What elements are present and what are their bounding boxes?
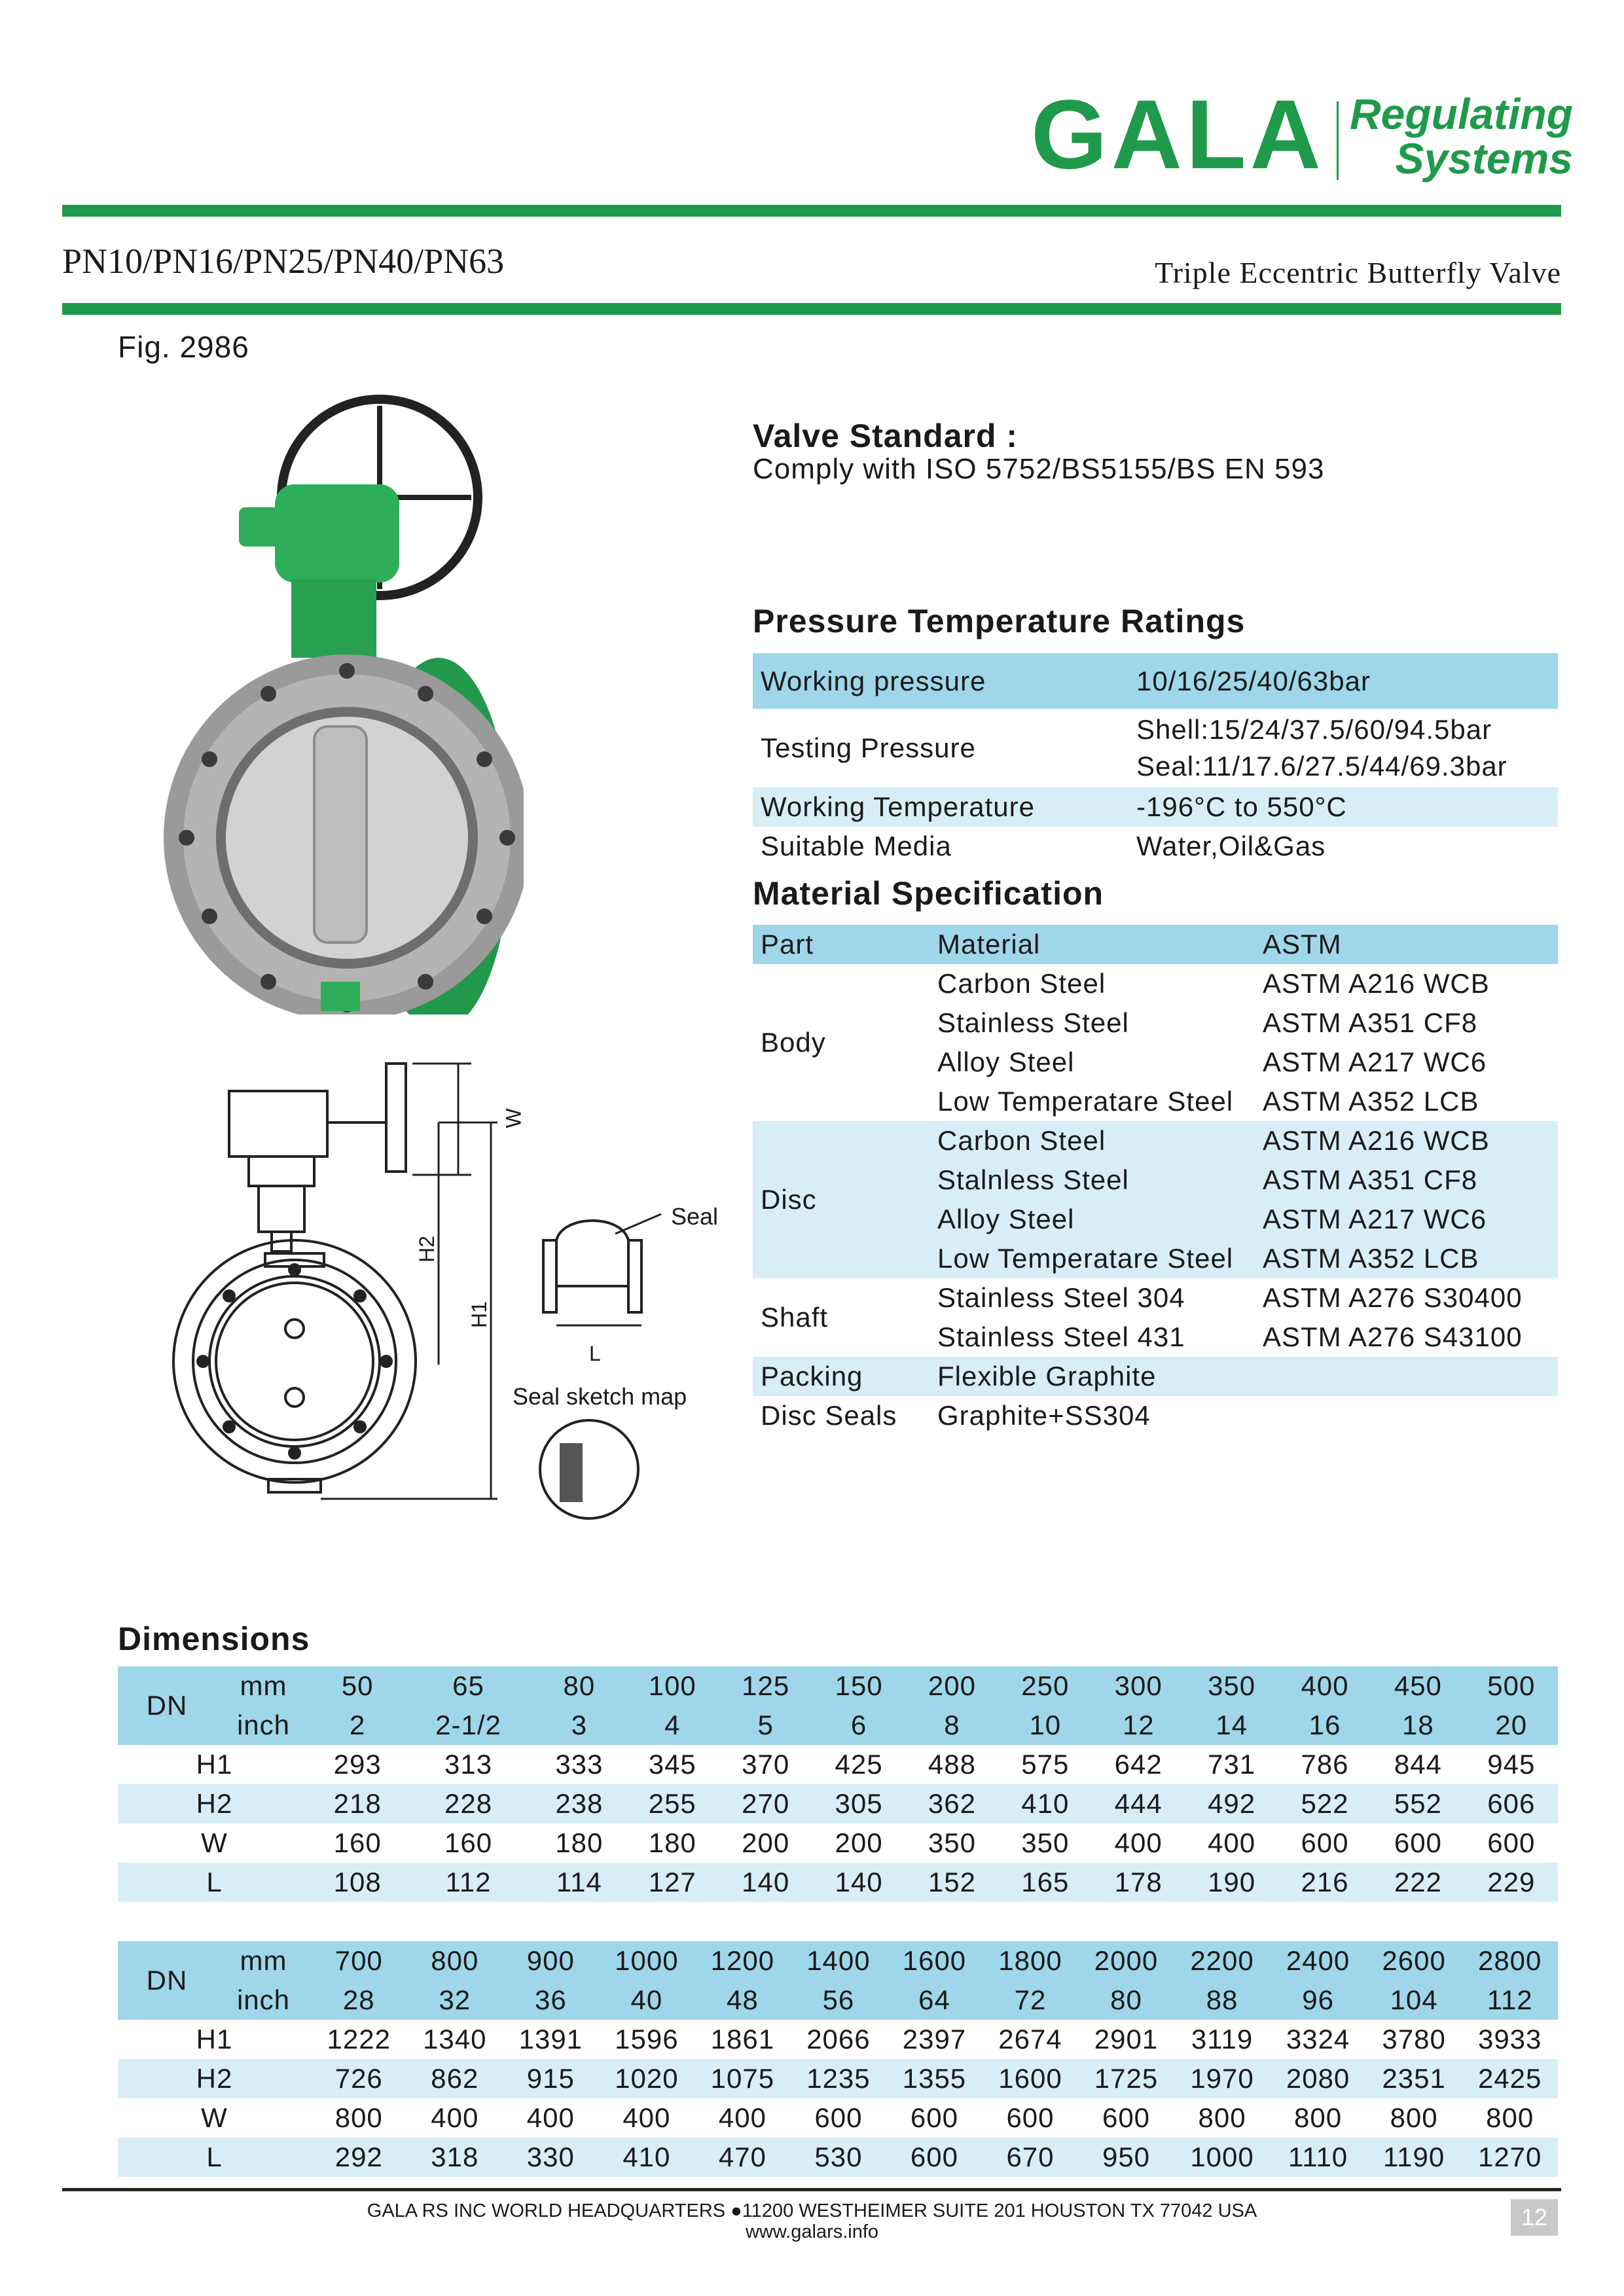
dimension-cell: 731 [1208, 1749, 1256, 1780]
dimension-cell: 600 [1394, 1827, 1442, 1858]
dimension-cell: 400 [623, 2102, 671, 2133]
dimension-cell: 140 [742, 1867, 790, 1897]
dn-inch-cell: 112 [1487, 1984, 1533, 2015]
dn-mm-cell: 80 [563, 1670, 596, 1701]
dimension-cell: 2901 [1094, 2024, 1159, 2054]
dimension-cell: 1725 [1094, 2063, 1159, 2094]
dimension-row [118, 1745, 1558, 1784]
dn-inch-cell: 48 [727, 1984, 759, 2015]
material-name: Stalnless Steel [937, 1164, 1129, 1195]
seal-label: Seal [671, 1203, 719, 1230]
astm-code [1255, 1396, 1558, 1435]
dn-inch-cell: 104 [1390, 1984, 1438, 2015]
dimension-cell: 370 [742, 1749, 790, 1780]
dim-h1-label: H1 [467, 1301, 491, 1328]
dimension-cell: 112 [445, 1867, 492, 1897]
ratings-table [753, 653, 1558, 866]
dim-l-label: L [589, 1342, 601, 1365]
material-name: Graphite+SS304 [937, 1400, 1151, 1431]
materials-heading: Material Specification [753, 875, 1104, 912]
dn-mm-cell: 100 [648, 1670, 696, 1701]
material-row [753, 1278, 1558, 1318]
dn-mm-cell: 450 [1394, 1670, 1442, 1701]
dimension-cell: 862 [431, 2063, 479, 2094]
dimension-cell: 522 [1301, 1788, 1349, 1819]
brand-logo: GALA [1031, 79, 1325, 189]
astm-code: ASTM A216 WCB [1263, 968, 1490, 999]
dimension-cell: 1600 [998, 2063, 1062, 2094]
rating-value [1128, 709, 1558, 787]
dimension-cell: 600 [1102, 2102, 1151, 2133]
dimension-cell: 2066 [806, 2024, 871, 2054]
header-rule-top [62, 205, 1561, 217]
dn-inch-cell: 96 [1302, 1984, 1334, 2015]
dimension-label: H1 [196, 1749, 233, 1780]
rating-value: Water,Oil&Gas [1136, 831, 1326, 861]
dimensions-table [118, 1666, 1558, 1902]
astm-code: ASTM A352 LCB [1263, 1243, 1479, 1274]
dn-mm-cell: 1600 [902, 1945, 967, 1976]
dn-inch-cell: 10 [1029, 1710, 1062, 1740]
rating-value: 10/16/25/40/63bar [1136, 665, 1371, 696]
dimension-cell: 600 [1006, 2102, 1055, 2133]
dimension-row [118, 1784, 1558, 1823]
valve-standard-heading: Valve Standard : [753, 418, 1019, 454]
dimension-cell: 1020 [615, 2063, 679, 2094]
brand-tagline-line1: Regulating [1350, 90, 1573, 138]
material-row [753, 964, 1558, 1003]
dimension-cell: 606 [1487, 1788, 1536, 1819]
dimension-cell: 2425 [1477, 2063, 1542, 2094]
dimension-cell: 330 [526, 2142, 575, 2172]
dimension-label: W [201, 1827, 228, 1858]
dimension-cell: 3324 [1286, 2024, 1350, 2054]
dimension-cell: 400 [1208, 1827, 1256, 1858]
materials-table [753, 925, 1558, 1435]
dn-mm-cell: 900 [526, 1945, 575, 1976]
dimension-cell: 642 [1114, 1749, 1163, 1780]
dimension-label: H2 [196, 1788, 233, 1819]
dimension-label: L [206, 2142, 223, 2172]
material-name: Stainless Steel 431 [937, 1321, 1185, 1352]
footer-address: GALA RS INC WORLD HEADQUARTERS ●11200 WESTHEIMER SUITE 201 HOUSTON TX 77042 USA [367, 2200, 1257, 2221]
dimension-cell: 844 [1394, 1749, 1442, 1780]
part-body: Body [761, 1027, 826, 1058]
part-disc: Disc [761, 1184, 817, 1215]
dimension-cell: 470 [718, 2142, 767, 2172]
dn-inch-cell: 20 [1495, 1710, 1528, 1740]
dimension-cell: 800 [1486, 2102, 1534, 2133]
dimension-cell: 160 [444, 1827, 493, 1858]
dn-mm-cell: 1800 [998, 1945, 1062, 1976]
dimension-row [118, 1823, 1558, 1863]
page-number: 12 [1511, 2199, 1558, 2236]
dn-mm-row [118, 1666, 1558, 1706]
dimension-cell: 1235 [806, 2063, 871, 2094]
dimension-cell: 1861 [710, 2024, 775, 2054]
dimension-cell: 216 [1301, 1867, 1349, 1897]
dimension-cell: 2674 [998, 2024, 1062, 2054]
dimension-cell: 800 [1198, 2102, 1246, 2133]
valve-photo [157, 393, 524, 1014]
dimension-cell: 492 [1208, 1788, 1256, 1819]
pressure-codes: PN10/PN16/PN25/PN40/PN63 [62, 242, 505, 281]
ratings-row [753, 827, 1558, 866]
dimension-cell: 1970 [1190, 2063, 1254, 2094]
dn-inch-cell: 2 [350, 1710, 366, 1740]
dimension-cell: 410 [623, 2142, 671, 2172]
dimension-cell: 444 [1114, 1788, 1163, 1819]
dn-inch-cell: 8 [944, 1710, 960, 1740]
dimension-cell: 127 [648, 1867, 696, 1897]
dimension-cell: 800 [1294, 2102, 1343, 2133]
dimension-cell: 2397 [902, 2024, 967, 2054]
dn-inch-cell: 32 [439, 1984, 471, 2015]
dimension-cell: 3119 [1191, 2024, 1254, 2054]
dimension-cell: 108 [333, 1867, 382, 1897]
dn-mm-cell: 1400 [806, 1945, 871, 1976]
dimensions-heading: Dimensions [118, 1621, 310, 1657]
dimension-cell: 2351 [1382, 2063, 1446, 2094]
dimension-cell: 1222 [327, 2024, 391, 2054]
dn-mm-cell: 300 [1114, 1670, 1163, 1701]
dimension-cell: 180 [648, 1827, 696, 1858]
dn-mm-cell: 125 [742, 1670, 790, 1701]
dimension-cell: 400 [718, 2102, 767, 2133]
dimension-cell: 786 [1301, 1749, 1349, 1780]
dn-mm-cell: 65 [452, 1670, 484, 1701]
dimension-cell: 600 [910, 2102, 958, 2133]
dimension-cell: 180 [555, 1827, 604, 1858]
dimension-cell: 114 [556, 1867, 602, 1897]
dimension-cell: 530 [814, 2142, 863, 2172]
rating-label: Suitable Media [761, 831, 952, 861]
astm-code: ASTM A276 S30400 [1263, 1282, 1523, 1313]
dimension-cell: 178 [1114, 1867, 1163, 1897]
dn-mm-cell: 2400 [1286, 1945, 1350, 1976]
dimension-cell: 362 [928, 1788, 976, 1819]
logo-divider [1337, 101, 1339, 180]
dimension-cell: 345 [648, 1749, 696, 1780]
dn-mm-row [118, 1941, 1558, 1981]
astm-code [1255, 1357, 1558, 1396]
dn-inch-cell: 3 [571, 1710, 588, 1740]
dimension-cell: 222 [1394, 1867, 1442, 1897]
dimension-label: L [206, 1867, 223, 1897]
figure-number: Fig. 2986 [118, 330, 249, 364]
dimension-row [118, 2098, 1558, 2138]
astm-code: ASTM A217 WC6 [1263, 1047, 1487, 1077]
rating-label: Working pressure [761, 665, 986, 696]
dimension-cell: 600 [1487, 1827, 1536, 1858]
dimension-cell: 1340 [423, 2024, 487, 2054]
dimension-cell: 229 [1487, 1867, 1536, 1897]
dimension-cell: 3780 [1382, 2024, 1446, 2054]
dimension-cell: 292 [334, 2142, 383, 2172]
dimension-cell: 152 [928, 1867, 976, 1897]
dn-inch-cell: 12 [1122, 1710, 1155, 1740]
dimension-cell: 165 [1021, 1867, 1070, 1897]
dn-mm-cell: 350 [1208, 1670, 1256, 1701]
dimension-cell: 1355 [902, 2063, 967, 2094]
dn-inch-cell: 6 [850, 1710, 867, 1740]
rating-value: -196°C to 550°C [1136, 791, 1347, 822]
brand-tagline-line2: Systems [1395, 134, 1573, 183]
dn-inch-cell: 2-1/2 [435, 1710, 501, 1740]
dn-inch-cell: 5 [757, 1710, 774, 1740]
dn-mm-cell: 200 [928, 1670, 976, 1701]
dim-h2-label: H2 [414, 1236, 439, 1263]
dimension-cell: 1270 [1477, 2142, 1542, 2172]
dn-inch-cell: 16 [1308, 1710, 1341, 1740]
valve-standard-text: Comply with ISO 5752/BS5155/BS EN 593 [753, 453, 1325, 485]
dimension-cell: 200 [742, 1827, 790, 1858]
dn-mm-cell: 500 [1487, 1670, 1536, 1701]
material-name: Carbon Steel [937, 1125, 1106, 1156]
dimension-cell: 1596 [615, 2024, 679, 2054]
dimension-cell: 575 [1021, 1749, 1070, 1780]
dn-inch-cell: 36 [534, 1984, 567, 2015]
material-name: Carbon Steel [937, 968, 1106, 999]
rating-label: Testing Pressure [761, 732, 976, 763]
rating-value-seal: Seal:11/17.6/27.5/44/69.3bar [1136, 751, 1507, 781]
dimension-row [118, 2020, 1558, 2059]
unit-label: inch [236, 1984, 291, 2015]
dn-inch-cell: 64 [918, 1984, 950, 2015]
astm-code: ASTM A351 CF8 [1263, 1164, 1478, 1195]
dim-w-label: W [501, 1108, 526, 1128]
footer-rule [62, 2188, 1561, 2191]
part-shaft: Shaft [761, 1302, 829, 1333]
dimension-cell: 600 [814, 2102, 863, 2133]
dimension-cell: 410 [1021, 1788, 1070, 1819]
dimension-row [118, 2059, 1558, 2098]
dimension-cell: 1391 [518, 2024, 583, 2054]
dimension-cell: 140 [835, 1867, 883, 1897]
astm-code: ASTM A276 S43100 [1263, 1321, 1523, 1352]
dimension-cell: 2080 [1286, 2063, 1350, 2094]
ratings-heading: Pressure Temperature Ratings [753, 603, 1246, 639]
dimension-cell: 1190 [1382, 2142, 1445, 2172]
dimension-cell: 1000 [1190, 2142, 1254, 2172]
dimension-cell: 800 [1390, 2102, 1438, 2133]
dn-inch-cell: 18 [1402, 1710, 1434, 1740]
col-astm: ASTM [1263, 929, 1342, 960]
dimension-cell: 238 [555, 1788, 604, 1819]
dimension-cell: 945 [1487, 1749, 1536, 1780]
rating-value-shell: Shell:15/24/37.5/60/94.5bar [1136, 714, 1492, 745]
dimension-cell: 552 [1394, 1788, 1442, 1819]
dn-mm-cell: 2000 [1094, 1945, 1159, 1976]
unit-label: mm [240, 1670, 287, 1701]
dimension-cell: 200 [835, 1827, 883, 1858]
dn-inch-cell: 72 [1014, 1984, 1047, 2015]
material-name: Flexible Graphite [937, 1361, 1157, 1391]
dimension-row [118, 1863, 1558, 1902]
dimension-cell: 160 [333, 1827, 382, 1858]
dimension-cell: 350 [1021, 1827, 1070, 1858]
material-name: Alloy Steel [937, 1204, 1075, 1234]
rating-label: Working Temperature [761, 791, 1035, 822]
ratings-row [753, 709, 1558, 787]
unit-label: inch [236, 1710, 291, 1740]
dn-mm-cell: 2800 [1477, 1945, 1542, 1976]
dimension-cell: 400 [1114, 1827, 1163, 1858]
dn-mm-cell: 400 [1301, 1670, 1349, 1701]
astm-code: ASTM A351 CF8 [1263, 1007, 1478, 1038]
footer-website[interactable]: www.galars.info [745, 2221, 879, 2242]
material-row [753, 1121, 1558, 1160]
dn-mm-cell: 150 [835, 1670, 883, 1701]
dimension-cell: 600 [910, 2142, 958, 2172]
material-name: Low Temperatare Steel [937, 1086, 1234, 1117]
material-name: Stainless Steel 304 [937, 1282, 1185, 1313]
dimension-cell: 190 [1208, 1867, 1256, 1897]
dimension-cell: 228 [444, 1788, 493, 1819]
valve-technical-drawing [164, 1050, 727, 1541]
dimension-cell: 400 [526, 2102, 575, 2133]
dn-inch-cell: 28 [342, 1984, 375, 2015]
dn-mm-cell: 1000 [615, 1945, 679, 1976]
dn-inch-row [118, 1706, 1558, 1745]
dimension-cell: 270 [742, 1788, 790, 1819]
dimension-row [118, 2138, 1558, 2177]
seal-sketch-map-label: Seal sketch map [513, 1383, 687, 1410]
material-row [753, 1357, 1558, 1396]
dn-inch-cell: 56 [822, 1984, 855, 2015]
dn-mm-cell: 50 [341, 1670, 374, 1701]
dimension-cell: 255 [648, 1788, 696, 1819]
product-title: Triple Eccentric Butterfly Valve [1155, 256, 1561, 289]
dimension-label: H2 [196, 2063, 233, 2094]
dimension-cell: 488 [928, 1749, 976, 1780]
dn-inch-row [118, 1981, 1558, 2020]
dimension-cell: 670 [1006, 2142, 1055, 2172]
dimension-label: W [201, 2102, 228, 2133]
ratings-row [753, 653, 1558, 709]
dimension-cell: 318 [431, 2142, 479, 2172]
material-row [753, 1396, 1558, 1435]
dn-inch-cell: 88 [1206, 1984, 1238, 2015]
dimension-cell: 800 [334, 2102, 383, 2133]
dimension-cell: 305 [835, 1788, 883, 1819]
dimensions-table [118, 1941, 1558, 2177]
part-disc-seals: Disc Seals [761, 1400, 897, 1431]
dimension-cell: 1075 [710, 2063, 775, 2094]
dimension-cell: 1110 [1288, 2142, 1348, 2172]
dn-mm-cell: 800 [431, 1945, 479, 1976]
dimension-cell: 400 [431, 2102, 479, 2133]
header-rule-bottom [62, 303, 1561, 315]
dimension-cell: 3933 [1477, 2024, 1542, 2054]
brand-tagline [1350, 92, 1573, 181]
dn-label: DN [146, 1965, 188, 1996]
dn-inch-cell: 14 [1216, 1710, 1248, 1740]
dn-inch-cell: 80 [1110, 1984, 1142, 2015]
dimension-cell: 218 [333, 1788, 382, 1819]
dimension-cell: 350 [928, 1827, 976, 1858]
astm-code: ASTM A217 WC6 [1263, 1204, 1487, 1234]
material-name: Alloy Steel [937, 1047, 1075, 1077]
dimension-cell: 726 [334, 2063, 383, 2094]
dimension-cell: 293 [333, 1749, 382, 1780]
dn-mm-cell: 2200 [1190, 1945, 1254, 1976]
col-material: Material [937, 929, 1041, 960]
dimension-cell: 600 [1301, 1827, 1349, 1858]
dn-mm-cell: 2600 [1382, 1945, 1446, 1976]
dn-mm-cell: 1200 [710, 1945, 775, 1976]
dimension-label: H1 [196, 2024, 233, 2054]
dn-label: DN [146, 1690, 188, 1721]
material-name: Stainless Steel [937, 1007, 1129, 1038]
astm-code: ASTM A352 LCB [1263, 1086, 1479, 1117]
dn-inch-cell: 40 [630, 1984, 663, 2015]
dn-mm-cell: 700 [334, 1945, 383, 1976]
dimension-cell: 313 [444, 1749, 493, 1780]
dimension-cell: 333 [555, 1749, 604, 1780]
part-packing: Packing [761, 1361, 863, 1391]
col-part: Part [761, 929, 814, 960]
dn-inch-cell: 4 [664, 1710, 681, 1740]
dimension-cell: 425 [835, 1749, 883, 1780]
dimension-cell: 915 [526, 2063, 575, 2094]
materials-header-row [753, 925, 1558, 964]
material-name: Low Temperatare Steel [937, 1243, 1234, 1274]
ratings-row [753, 787, 1558, 827]
dn-mm-cell: 250 [1021, 1670, 1070, 1701]
astm-code: ASTM A216 WCB [1263, 1125, 1490, 1156]
unit-label: mm [240, 1945, 287, 1976]
dimension-cell: 950 [1102, 2142, 1151, 2172]
